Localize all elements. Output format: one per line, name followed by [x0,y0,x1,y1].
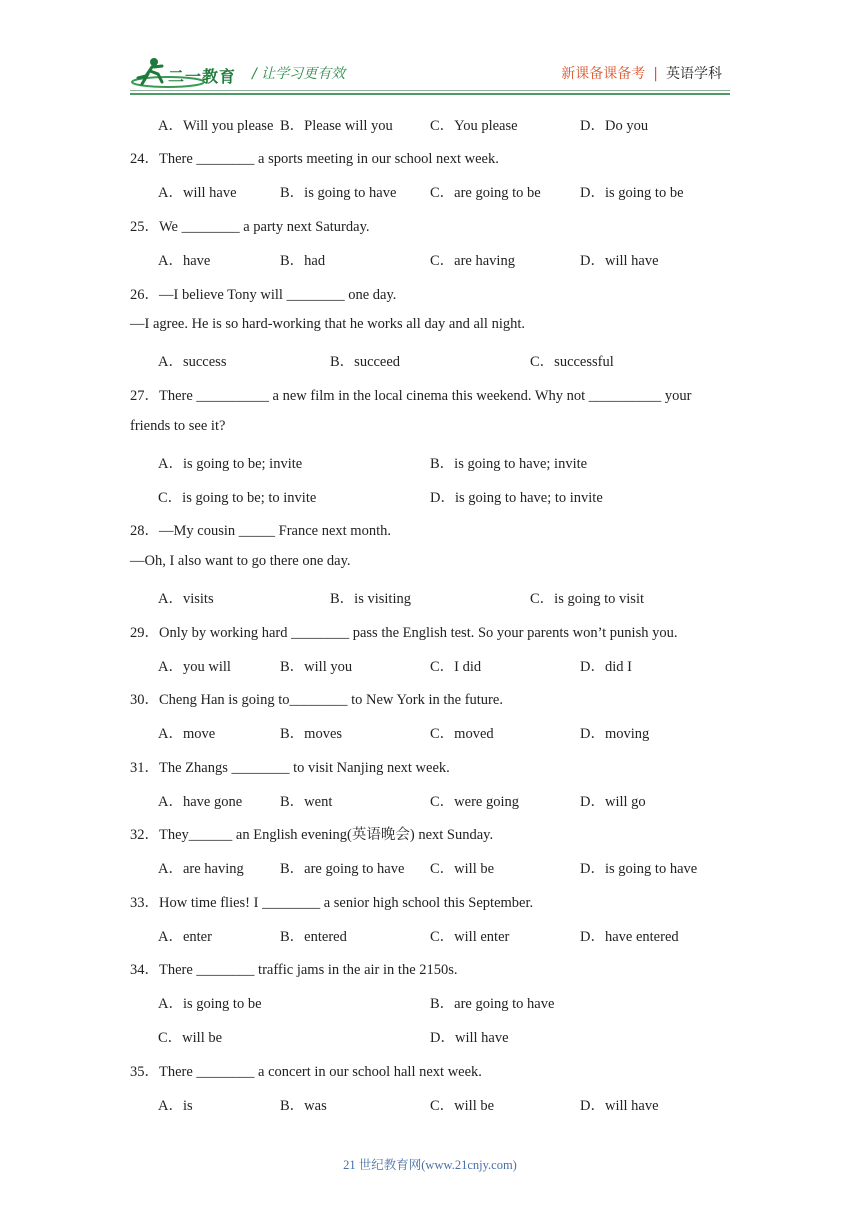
question-text: 32．They______ an English evening(英语晚会) next Sunday. [130,827,494,843]
option-d: D．moving [580,726,650,742]
option-a: A．you will [158,659,231,675]
option-c: C．will be [430,861,495,877]
header-separator: | [653,66,658,82]
option-c: C．will be [430,1098,495,1114]
option-c: C．You please [430,118,518,134]
option-d: D．have entered [580,929,679,945]
page-footer: 21 世纪教育网(www.21cnjy.com) [343,1158,517,1172]
header-divider-thick [130,93,730,95]
page-header [0,0,860,110]
option-d: D．is going to have [580,861,698,877]
option-a: A．is going to be [158,996,262,1012]
option-a: A．enter [158,929,212,945]
question-text: 35．There ________ a concert in our school hall next week. [130,1064,482,1080]
brand-slogan: / 让学习更有效 [252,66,346,82]
question-text: 31．The Zhangs ________ to visit Nanjing next week. [130,760,450,776]
option-b: B．was [280,1098,327,1114]
question-text: 27．There __________ a new film in the local cinema this weekend. Why not __________ your [130,388,692,404]
option-c: C．were going [430,794,519,810]
option-d: D．is going to have; to invite [430,490,603,506]
question-text: 33．How time flies! I ________ a senior high school this September. [130,895,534,911]
question-text: 30．Cheng Han is going to________ to New York in the future. [130,692,503,708]
option-c: C．are having [430,253,515,269]
option-b: B．are going to have [430,996,555,1012]
option-a: A．success [158,354,227,370]
option-b: B．is going to have; invite [430,456,588,472]
option-c: C．is going to visit [530,591,645,607]
option-c: C．successful [530,354,614,370]
header-subject-label: 英语学科 [666,66,722,82]
option-d: D．will have [580,1098,659,1114]
option-a: A．will have [158,185,237,201]
option-b: B．moves [280,726,343,742]
question-text: 34．There ________ traffic jams in the air in the 2150s. [130,962,458,978]
option-b: B．entered [280,929,347,945]
brand-name: 二一教育 [168,67,237,86]
question-text: —I agree. He is so hard-working that he works all day and all night. [130,316,526,332]
option-b: B．went [280,794,333,810]
option-b: B．Please will you [280,118,393,134]
option-a: A．Will you please [158,118,274,134]
option-c: C．I did [430,659,482,675]
option-a: A．have [158,253,211,269]
option-b: B．succeed [330,354,401,370]
question-text: 29．Only by working hard ________ pass the English test. So your parents won’t punish you. [130,625,678,641]
question-text: —Oh, I also want to go there one day. [130,553,351,569]
header-prep-label: 新课备课备考 [561,66,646,82]
option-c: C．will enter [430,929,510,945]
option-b: B．are going to have [280,861,405,877]
option-d: D．will go [580,794,646,810]
option-b: B．will you [280,659,353,675]
question-text: friends to see it? [130,418,226,434]
option-c: C．is going to be; to invite [158,490,317,506]
header-subject [561,63,722,83]
question-text: 25．We ________ a party next Saturday. [130,219,370,235]
option-d: D．will have [580,253,659,269]
header-divider [130,90,730,91]
option-c: C．are going to be [430,185,541,201]
option-c: C．moved [430,726,494,742]
option-a: A．are having [158,861,244,877]
option-b: B．had [280,253,326,269]
question-text: 24．There ________ a sports meeting in our school next week. [130,151,499,167]
option-a: A．have gone [158,794,243,810]
option-a: A．move [158,726,216,742]
option-d: D．did I [580,659,632,675]
option-c: C．will be [158,1030,223,1046]
option-a: A．is going to be; invite [158,456,303,472]
option-d: D．is going to be [580,185,684,201]
option-d: D．will have [430,1030,509,1046]
question-text: 26．—I believe Tony will ________ one day. [130,287,397,303]
question-text: 28．—My cousin _____ France next month. [130,523,391,539]
option-a: A．is [158,1098,193,1114]
option-b: B．is going to have [280,185,397,201]
option-b: B．is visiting [330,591,411,607]
option-d: D．Do you [580,118,649,134]
option-a: A．visits [158,591,214,607]
